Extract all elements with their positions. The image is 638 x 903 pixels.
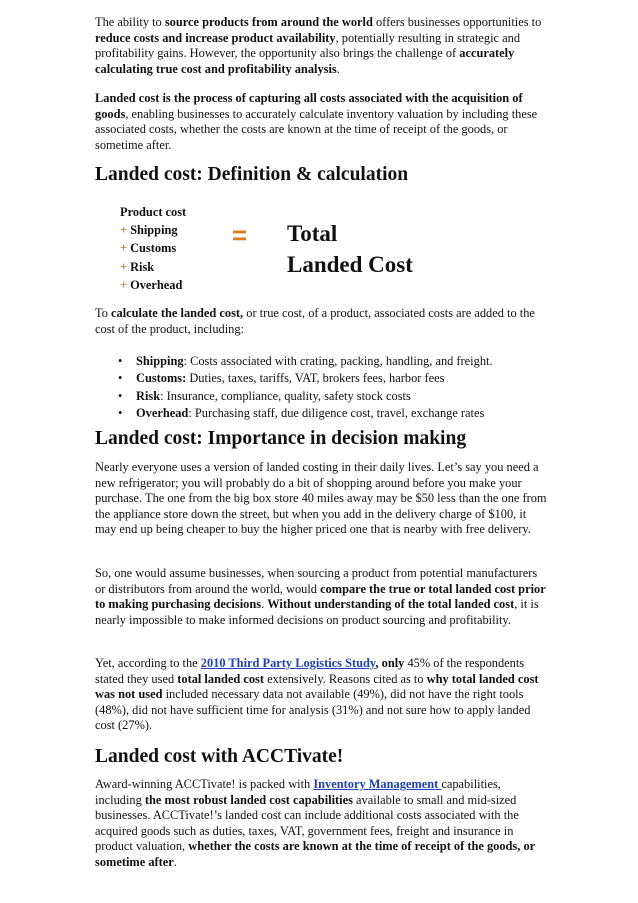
list-item: • Risk: Insurance, compliance, quality, safety stock costs bbox=[118, 388, 411, 403]
formula-item: + Customs bbox=[120, 241, 177, 256]
section-heading-definition: Landed cost: Definition & calculation bbox=[95, 164, 409, 185]
calculation-paragraph: To calculate the landed cost, or true cost, of a product, associated costs are added to the cost of the product, including: bbox=[95, 306, 535, 336]
formula-item: + Shipping bbox=[120, 223, 178, 238]
formula-base-cost: Product cost bbox=[120, 205, 187, 219]
inventory-management-link[interactable]: Inventory Management bbox=[313, 777, 442, 791]
third-party-logistics-study-link[interactable]: 2010 Third Party Logistics Study bbox=[200, 656, 376, 670]
intro-paragraph-1: The ability to source products from around the world offers businesses opportunities to reduce costs and increase product availability, potentially resulting in strategic and profitability gains. However, the opportunity also brings the challenge of accurately calculating true cost and profitability analysis. bbox=[95, 15, 542, 76]
acctivate-paragraph: Award-winning ACCTivate! is packed with Inventory Management capabilities, including the most robust landed cost capabilities available to small and mid-sized businesses. ACCTivate!’s landed cost can include additional costs associated with the acquired goods such as duties, taxes, VAT, government fees, freight and insurance in product valuation, whether the costs are known at the time of receipt of the goods, or sometime after. bbox=[95, 777, 535, 869]
list-item: • Shipping: Costs associated with crating, packing, handling, and freight. bbox=[118, 354, 493, 368]
formula-total-landed-cost: Total Landed Cost bbox=[287, 221, 413, 277]
importance-paragraph-1: Nearly everyone uses a version of landed costing in their daily lives. Let’s say you need a new refrigerator; you will probably do a bit of shopping around before you make your purchase. The one from the big box store 40 miles away may be $50 less than the one from the appliance store down the street, but when you add in the delivery charge of $100, it may end up being cheaper to buy the higher priced one that is nearby with free delivery. bbox=[95, 460, 547, 537]
cost-components-list bbox=[118, 353, 558, 423]
section-heading-acctivate: Landed cost with ACCTivate! bbox=[95, 746, 344, 767]
formula-equals-sign: = bbox=[232, 220, 248, 250]
list-item: • Customs: Duties, taxes, tariffs, VAT, brokers fees, harbor fees bbox=[118, 371, 445, 386]
importance-paragraph-3: Yet, according to the 2010 Third Party Logistics Study, only 45% of the respondents stated they used total landed cost extensively. Reasons cited as to why total landed cost was not used included necessary data not available (49%), did not have the right tools (48%), did not have sufficient time for analysis (31%) and not sure how to apply landed cost (27%). bbox=[95, 656, 539, 733]
formula-item: + Risk bbox=[120, 259, 155, 274]
section-heading-importance: Landed cost: Importance in decision making bbox=[95, 428, 467, 449]
intro-paragraph-2: Landed cost is the process of capturing all costs associated with the acquisition of goods, enabling businesses to accurately calculate inventory valuation by including these associated costs, whether the costs are known at the time of receipt of the goods, or sometime after. bbox=[95, 91, 538, 152]
landed-cost-formula-components bbox=[120, 203, 186, 294]
formula-item: + Overhead bbox=[120, 277, 183, 292]
list-item: • Overhead: Purchasing staff, due diligence cost, travel, exchange rates bbox=[118, 406, 485, 421]
importance-paragraph-2: So, one would assume businesses, when sourcing a product from potential manufacturers or distributors from around the world, would compare the true or total landed cost prior to making purchasing decisions. Without understanding of the total landed cost, it is nearly impossible to make informed decisions on product sourcing and profitability. bbox=[95, 566, 546, 627]
